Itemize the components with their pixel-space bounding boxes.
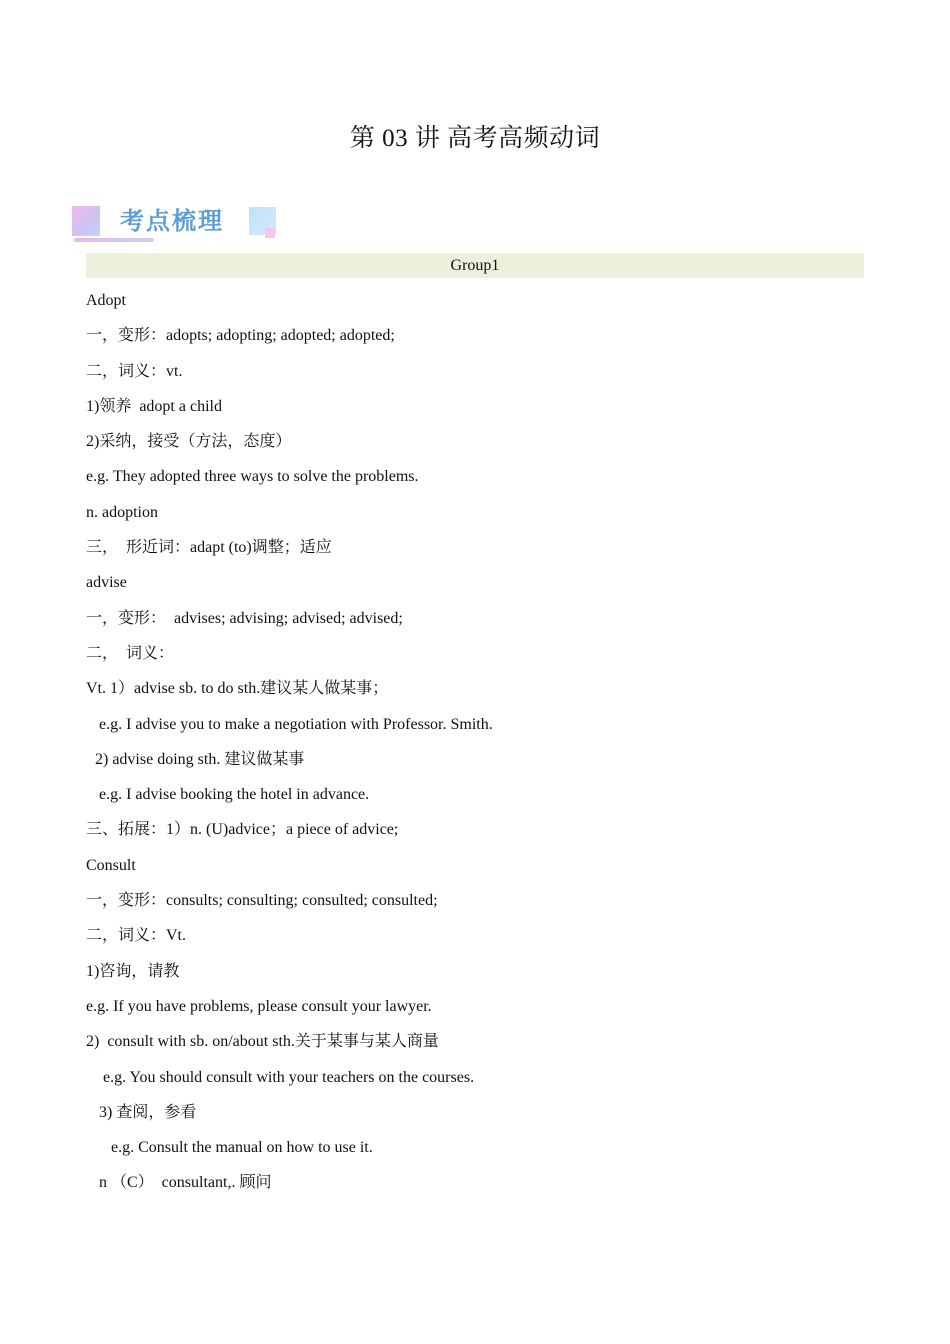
note-line: Consult <box>86 856 136 874</box>
note-line: 三、拓展：1）n. (U)advice；a piece of advice; <box>86 821 399 839</box>
note-line: 2) consult with sb. on/about sth.关于某事与某人商量 <box>86 1033 439 1051</box>
vocabulary-notes <box>86 288 886 1206</box>
decorative-underline <box>74 238 154 242</box>
note-line: 一，变形：consults; consulting; consulted; consulted; <box>86 892 438 910</box>
note-line: 二， 词义： <box>86 644 175 662</box>
note-line: 一，变形： advises; advising; advised; advised; <box>86 609 403 627</box>
note-line: e.g. I advise you to make a negotiation with Professor. Smith. <box>99 715 493 733</box>
note-line: e.g. If you have problems, please consult your lawyer. <box>86 997 432 1015</box>
section-heading-banner <box>72 203 282 249</box>
note-line: 1)咨询，请教 <box>86 962 180 980</box>
note-line: Adopt <box>86 292 126 309</box>
note-line: e.g. Consult the manual on how to use it. <box>111 1139 373 1157</box>
page-title: 第 03 讲 高考高频动词 <box>349 125 601 152</box>
note-line: 二，词义：Vt. <box>86 927 187 945</box>
note-line: 1)领养 adopt a child <box>86 397 222 415</box>
note-line: 一，变形：adopts; adopting; adopted; adopted; <box>86 327 395 345</box>
note-line: e.g. I advise booking the hotel in advance. <box>99 786 370 804</box>
section-heading-text: 考点梳理 <box>120 207 224 235</box>
note-line: 2) advise doing sth. 建议做某事 <box>95 750 305 768</box>
note-line: 3) 查阅，参看 <box>99 1103 197 1121</box>
group-header: Group1 <box>86 253 864 278</box>
note-line: Vt. 1）advise sb. to do sth.建议某人做某事； <box>86 680 389 698</box>
note-line: e.g. You should consult with your teachers on the courses. <box>103 1068 475 1086</box>
note-line: e.g. They adopted three ways to solve the problems. <box>86 468 419 486</box>
note-line: n （C） consultant,. 顾问 <box>99 1174 272 1192</box>
note-line: 2)采纳，接受（方法，态度） <box>86 433 292 451</box>
decorative-square-left <box>72 206 100 236</box>
note-line: n. adoption <box>86 503 158 521</box>
note-line: advise <box>86 574 127 592</box>
note-line: 三， 形近词：adapt (to)调整；适应 <box>86 539 332 557</box>
decorative-square-dot <box>265 228 275 238</box>
note-line: 二，词义：vt. <box>86 362 183 380</box>
